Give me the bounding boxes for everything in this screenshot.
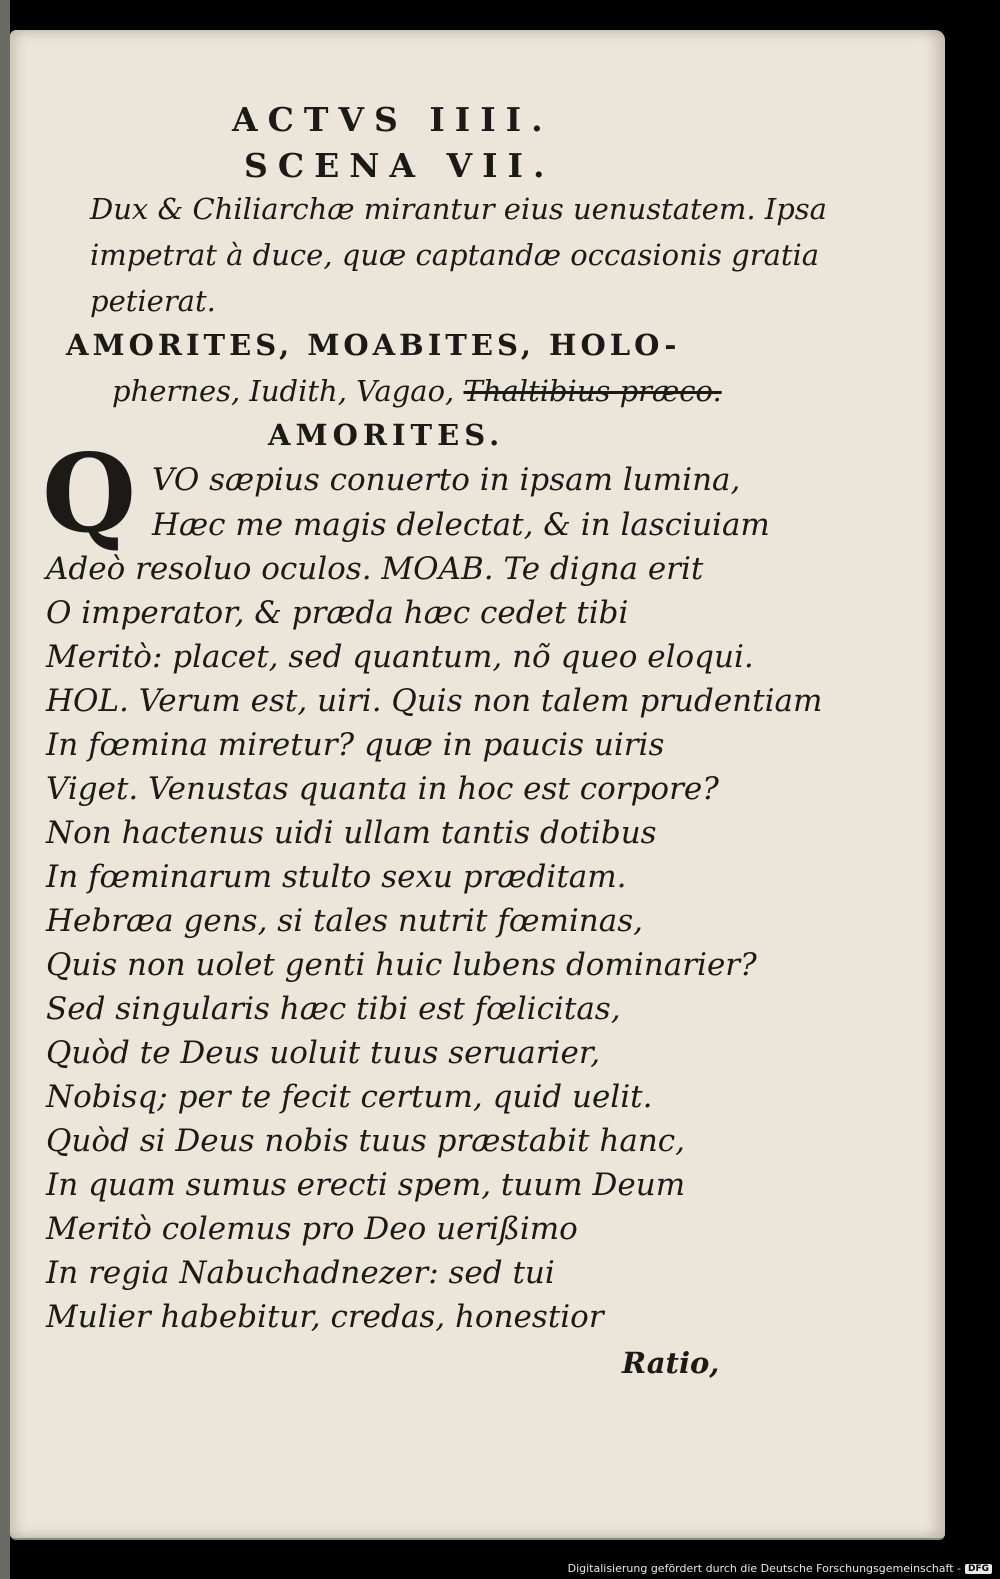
verse-line: Mulier habebitur, credas, honestior xyxy=(46,1299,604,1335)
verse-line: Nobisq; per te fecit certum, quid uelit. xyxy=(46,1079,653,1115)
personae-line xyxy=(112,374,722,408)
verse-line: In fœminarum stulto sexu præditam. xyxy=(46,859,627,895)
verse-line: Viget. Venustas quanta in hoc est corpore? xyxy=(46,771,719,807)
verse-line: In regia Nabuchadnezer: sed tui xyxy=(46,1255,555,1291)
verse-line: Meritò: placet, sed quantum, nõ queo eloqui. xyxy=(46,639,754,675)
verse-line: O imperator, & præda hæc cedet tibi xyxy=(46,595,629,631)
argument-line: petierat. xyxy=(90,284,216,318)
verse-line: Quis non uolet genti huic lubens dominarier? xyxy=(46,947,757,983)
drop-capital: Q xyxy=(42,431,137,557)
verse-line: Adeò resoluo oculos. MOAB. Te digna erit xyxy=(46,551,704,587)
dfg-logo-icon: DFG xyxy=(965,1564,992,1574)
personae-names: phernes, Iudith, Vagao, xyxy=(112,374,455,408)
catchword: Ratio, xyxy=(622,1346,720,1380)
credit-text: Digitalisierung gefördert durch die Deutsche Forschungsgemeinschaft - xyxy=(567,1562,961,1575)
argument-line: Dux & Chiliarchæ mirantur eius uenustatem. Ipsa xyxy=(90,192,827,226)
verse-line: Quòd te Deus uoluit tuus seruarier, xyxy=(46,1035,601,1071)
verse-line: VO sæpius conuerto in ipsam lumina, xyxy=(152,462,741,498)
argument-line: impetrat à duce, quæ captandæ occasionis gratia xyxy=(90,238,820,272)
verse-line: Quòd si Deus nobis tuus præstabit hanc, xyxy=(46,1123,685,1159)
verse-line: HOL. Verum est, uiri. Quis non talem prudentiam xyxy=(46,683,823,719)
speaker-heading: AMORITES. xyxy=(268,418,505,452)
personae-line: AMORITES, MOABITES, HOLO- xyxy=(66,328,681,362)
digitization-credit xyxy=(568,1562,992,1575)
verse-line: Meritò colemus pro Deo uerißimo xyxy=(46,1211,578,1247)
verse-line: Non hactenus uidi ullam tantis dotibus xyxy=(46,815,657,851)
verse-line: In quam sumus erecti spem, tuum Deum xyxy=(46,1167,686,1203)
verse-line: Hæc me magis delectat, & in lasciuiam xyxy=(152,507,770,543)
scene-heading: SCENA VII. xyxy=(244,146,555,185)
act-heading: ACTVS IIII. xyxy=(232,100,553,139)
struck-name: Thaltibius præco. xyxy=(463,374,722,408)
book-spine xyxy=(0,0,10,1579)
verse-line: In fœmina miretur? quæ in paucis uiris xyxy=(46,727,665,763)
verse-line: Hebræa gens, si tales nutrit fœminas, xyxy=(46,903,644,939)
verse-line: Sed singularis hæc tibi est fœlicitas, xyxy=(46,991,621,1027)
